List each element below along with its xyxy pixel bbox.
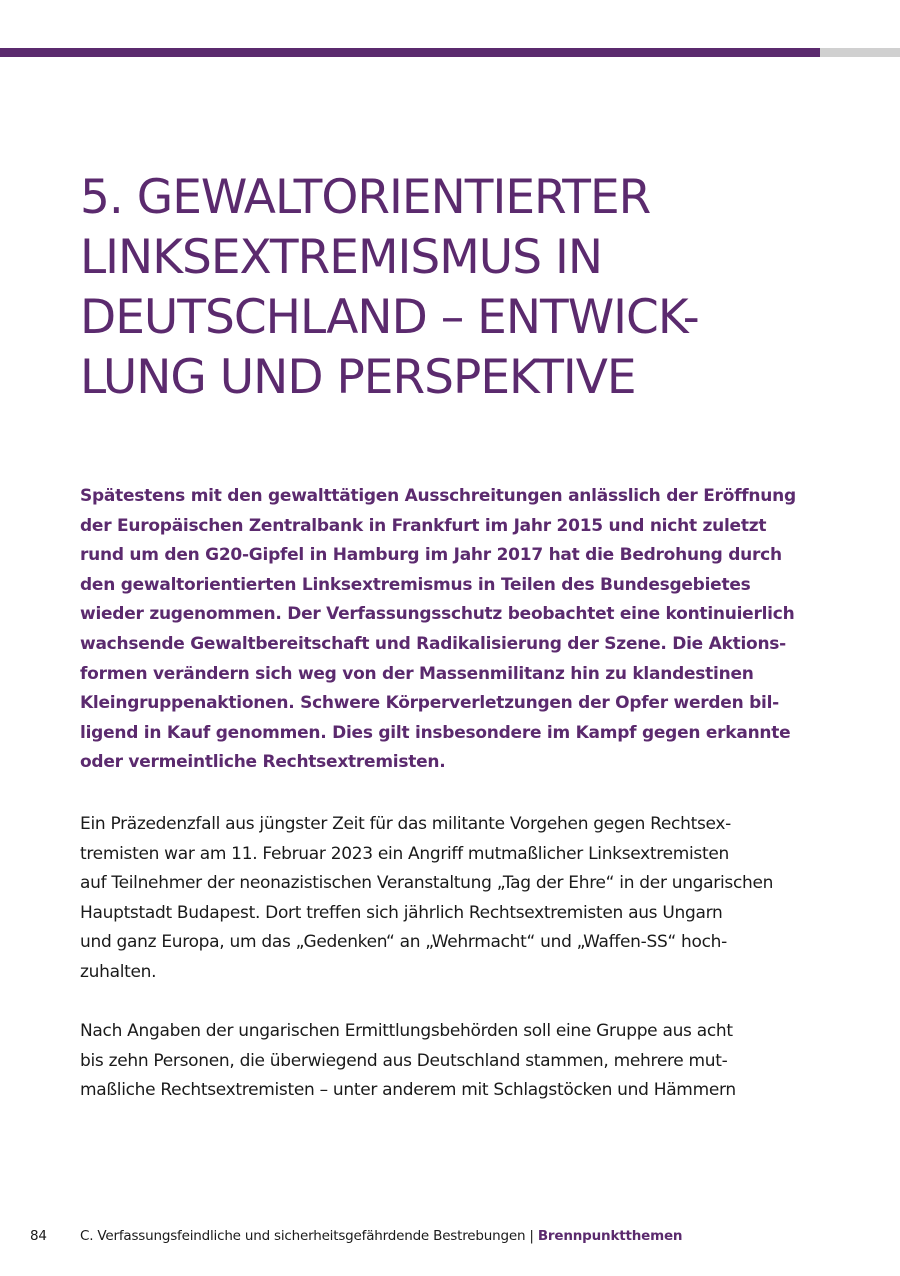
body-paragraph-2 (80, 1017, 840, 1106)
intro-line: wieder zugenommen. Der Verfassungsschutz beobachtet eine kontinuierlich (80, 604, 795, 625)
body-line: Hauptstadt Budapest. Dort treffen sich jährlich Rechtsextremisten aus Ungarn (80, 902, 723, 923)
intro-line: rund um den G20-Gipfel in Hamburg im Jahr 2017 hat die Bedrohung durch (80, 545, 782, 566)
intro-line: Spätestens mit den gewalttätigen Ausschreitungen anlässlich der Eröffnung (80, 486, 796, 506)
top-accent-bar (0, 48, 820, 57)
body-line: tremisten war am 11. Februar 2023 ein Angriff mutmaßlicher Linksextremisten (80, 843, 729, 864)
title-line: LINKSEXTREMISMUS IN (80, 230, 602, 285)
body-line: Nach Angaben der ungarischen Ermittlungsbehörden soll eine Gruppe aus acht (80, 1021, 733, 1041)
intro-line: den gewaltorientierten Linksextremismus in Teilen des Bundesgebietes (80, 574, 751, 595)
body-line: Ein Präzedenzfall aus jüngster Zeit für das militante Vorgehen gegen Rechtsex- (80, 814, 731, 834)
footer-running-head (80, 1224, 682, 1248)
body-paragraph-1 (80, 810, 840, 988)
intro-line: Kleingruppenaktionen. Schwere Körperverletzungen der Opfer werden bil- (80, 693, 779, 714)
footer-section: Brennpunktthemen (537, 1228, 683, 1244)
title-line: DEUTSCHLAND – ENTWICK- (80, 290, 699, 345)
top-gray-bar (820, 48, 900, 57)
intro-line: wachsende Gewaltbereitschaft und Radikalisierung der Szene. Die Aktions- (80, 633, 786, 654)
page-footer (0, 1224, 900, 1248)
title-line: 5. GEWALTORIENTIERTER (80, 170, 651, 225)
page-number: 84 (30, 1228, 47, 1244)
intro-line: formen verändern sich weg von der Massenmilitanz hin zu klandestinen (80, 663, 754, 684)
footer-separator: | (525, 1228, 538, 1244)
body-line: zuhalten. (80, 961, 157, 982)
intro-line: ligend in Kauf genommen. Dies gilt insbesondere im Kampf gegen erkannte (80, 722, 791, 743)
body-line: maßliche Rechtsextremisten – unter anderem mit Schlagstöcken und Hämmern (80, 1080, 736, 1101)
intro-line: der Europäischen Zentralbank in Frankfurt im Jahr 2015 und nicht zuletzt (80, 515, 767, 536)
body-line: auf Teilnehmer der neonazistischen Veranstaltung „Tag der Ehre“ in der ungarischen (80, 873, 774, 894)
chapter-title (80, 168, 840, 408)
title-line: LUNG UND PERSPEKTIVE (80, 350, 636, 405)
body-line: und ganz Europa, um das „Gedenken“ an „Wehrmacht“ und „Waffen-SS“ hoch- (80, 932, 727, 953)
body-line: bis zehn Personen, die überwiegend aus Deutschland stammen, mehrere mut- (80, 1050, 728, 1071)
intro-paragraph (80, 482, 840, 778)
footer-chapter: C. Verfassungsfeindliche und sicherheitsgefährdende Bestrebungen (80, 1228, 526, 1244)
intro-line: oder vermeintliche Rechtsextremisten. (80, 752, 446, 773)
